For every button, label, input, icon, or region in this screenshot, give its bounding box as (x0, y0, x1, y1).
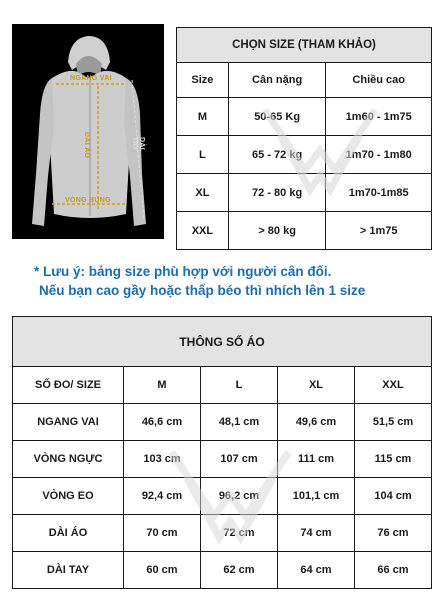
size-cell: M (177, 98, 229, 136)
note-line-1: * Lưu ý: bảng size phù hợp với người cân đối. (34, 264, 332, 279)
value-cell: 76 cm (355, 515, 432, 552)
size-guide-header-row (177, 63, 432, 98)
measure-name-cell: DÀI ÁO (13, 515, 124, 552)
size-cell: L (177, 136, 229, 174)
value-cell: 74 cm (278, 515, 355, 552)
value-cell: 62 cm (201, 552, 278, 589)
value-cell: 104 cm (355, 478, 432, 515)
table-row (177, 174, 432, 212)
header-cell: Chiều cao (326, 63, 432, 98)
height-cell: > 1m75 (326, 212, 432, 250)
table-row (177, 136, 432, 174)
measure-name-cell: VÒNG EO (13, 478, 124, 515)
spec-header-row (13, 367, 432, 404)
value-cell: 64 cm (278, 552, 355, 589)
value-cell: 107 cm (201, 441, 278, 478)
vong-bung-label: VÒNG BỤNG (65, 197, 111, 204)
table-row (13, 552, 432, 589)
table-row (13, 515, 432, 552)
header-cell: Cân nặng (228, 63, 326, 98)
value-cell: 48,1 cm (201, 404, 278, 441)
header-cell: Size (177, 63, 229, 98)
weight-cell: 72 - 80 kg (228, 174, 326, 212)
measure-name-cell: VÒNG NGỰC (13, 441, 124, 478)
garment-spec-table (12, 316, 432, 589)
header-cell: XXL (355, 367, 432, 404)
height-cell: 1m70 - 1m80 (326, 136, 432, 174)
dai-tay-label: DÀI TAY (131, 137, 145, 151)
table-row (13, 441, 432, 478)
size-note (34, 262, 414, 300)
value-cell: 115 cm (355, 441, 432, 478)
weight-cell: > 80 kg (228, 212, 326, 250)
size-guide-table (176, 27, 432, 250)
value-cell: 46,6 cm (124, 404, 201, 441)
table-row (177, 212, 432, 250)
value-cell: 92,4 cm (124, 478, 201, 515)
value-cell: 60 cm (124, 552, 201, 589)
header-cell: SỐ ĐO/ SIZE (13, 367, 124, 404)
ngang-vai-label: NGANG VAI (70, 75, 112, 82)
value-cell: 51,5 cm (355, 404, 432, 441)
table-row (13, 404, 432, 441)
table-row (13, 478, 432, 515)
value-cell: 96,2 cm (201, 478, 278, 515)
value-cell: 66 cm (355, 552, 432, 589)
value-cell: 72 cm (201, 515, 278, 552)
size-cell: XXL (177, 212, 229, 250)
value-cell: 101,1 cm (278, 478, 355, 515)
weight-cell: 65 - 72 kg (228, 136, 326, 174)
value-cell: 111 cm (278, 441, 355, 478)
header-cell: L (201, 367, 278, 404)
dai-ao-label: DÀI ÁO (83, 132, 90, 159)
size-cell: XL (177, 174, 229, 212)
spec-title: THÔNG SỐ ÁO (13, 317, 432, 367)
measure-name-cell: DÀI TAY (13, 552, 124, 589)
height-cell: 1m70-1m85 (326, 174, 432, 212)
size-guide-title: CHỌN SIZE (THAM KHẢO) (177, 28, 432, 63)
measure-name-cell: NGANG VAI (13, 404, 124, 441)
value-cell: 49,6 cm (278, 404, 355, 441)
height-cell: 1m60 - 1m75 (326, 98, 432, 136)
header-cell: M (124, 367, 201, 404)
weight-cell: 50-65 Kg (228, 98, 326, 136)
table-row (177, 98, 432, 136)
jacket-photo (12, 24, 164, 239)
note-line-2: Nếu bạn cao gầy hoặc thấp béo thì nhích lên 1 size (39, 283, 366, 298)
value-cell: 70 cm (124, 515, 201, 552)
value-cell: 103 cm (124, 441, 201, 478)
header-cell: XL (278, 367, 355, 404)
